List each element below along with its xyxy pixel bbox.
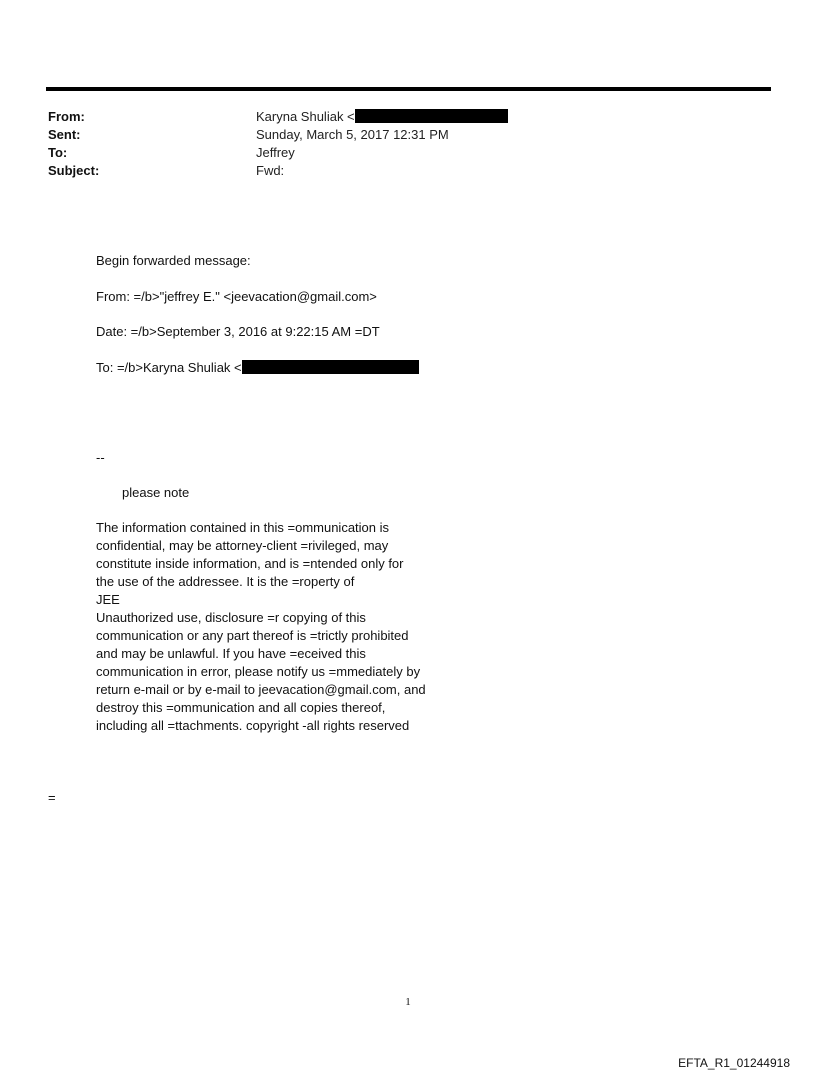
- disclaimer-line: destroy this =ommunication and all copies thereof,: [96, 700, 386, 715]
- from-email-redaction: [355, 109, 508, 123]
- disclaimer-line: JEE: [96, 592, 120, 607]
- page-number: 1: [405, 996, 411, 1008]
- disclaimer-line: communication in error, please notify us =mmediately by: [96, 664, 421, 679]
- from-sender-text: Karyna Shuliak <: [256, 109, 355, 124]
- disclaimer-line: and may be unlawful. If you have =eceived this: [96, 646, 366, 661]
- signature-separator: --: [96, 450, 105, 465]
- forward-date-line: Date: =/b>September 3, 2016 at 9:22:15 AM =DT: [96, 324, 380, 339]
- forward-to-email-redaction: [242, 360, 419, 374]
- from-value: [256, 108, 508, 126]
- disclaimer-line: The information contained in this =ommunication is: [96, 520, 390, 535]
- sent-value: Sunday, March 5, 2017 12:31 PM: [256, 127, 449, 142]
- sent-label: Sent:: [48, 127, 81, 142]
- bates-number: EFTA_R1_01244918: [678, 1056, 790, 1070]
- confidentiality-disclaimer: [96, 519, 466, 735]
- disclaimer-line: Unauthorized use, disclosure =r copying of this: [96, 610, 366, 625]
- trailing-equals: =: [48, 790, 56, 805]
- forward-from-line: From: =/b>"jeffrey E." <jeevacation@gmail.com>: [96, 289, 377, 304]
- to-label: To:: [48, 145, 68, 160]
- disclaimer-line: including all =ttachments. copyright -all rights reserved: [96, 718, 410, 733]
- from-label: From:: [48, 109, 85, 124]
- disclaimer-line: communication or any part thereof is =trictly prohibited: [96, 628, 409, 643]
- to-value: Jeffrey: [256, 145, 295, 160]
- subject-value: Fwd:: [256, 163, 285, 178]
- disclaimer-line: the use of the addressee. It is the =roperty of: [96, 574, 355, 589]
- disclaimer-line: confidential, may be attorney-client =rivileged, may: [96, 538, 389, 553]
- signature-note: please note: [122, 485, 190, 500]
- forward-intro: Begin forwarded message:: [96, 253, 251, 268]
- header-divider-rule: [46, 87, 771, 91]
- forward-to-text: To: =/b>Karyna Shuliak <: [96, 360, 242, 375]
- disclaimer-line: return e-mail or by e-mail to jeevacation@gmail.com, and: [96, 682, 426, 697]
- subject-label: Subject:: [48, 163, 100, 178]
- disclaimer-line: constitute inside information, and is =ntended only for: [96, 556, 404, 571]
- forward-to-line: [96, 359, 419, 377]
